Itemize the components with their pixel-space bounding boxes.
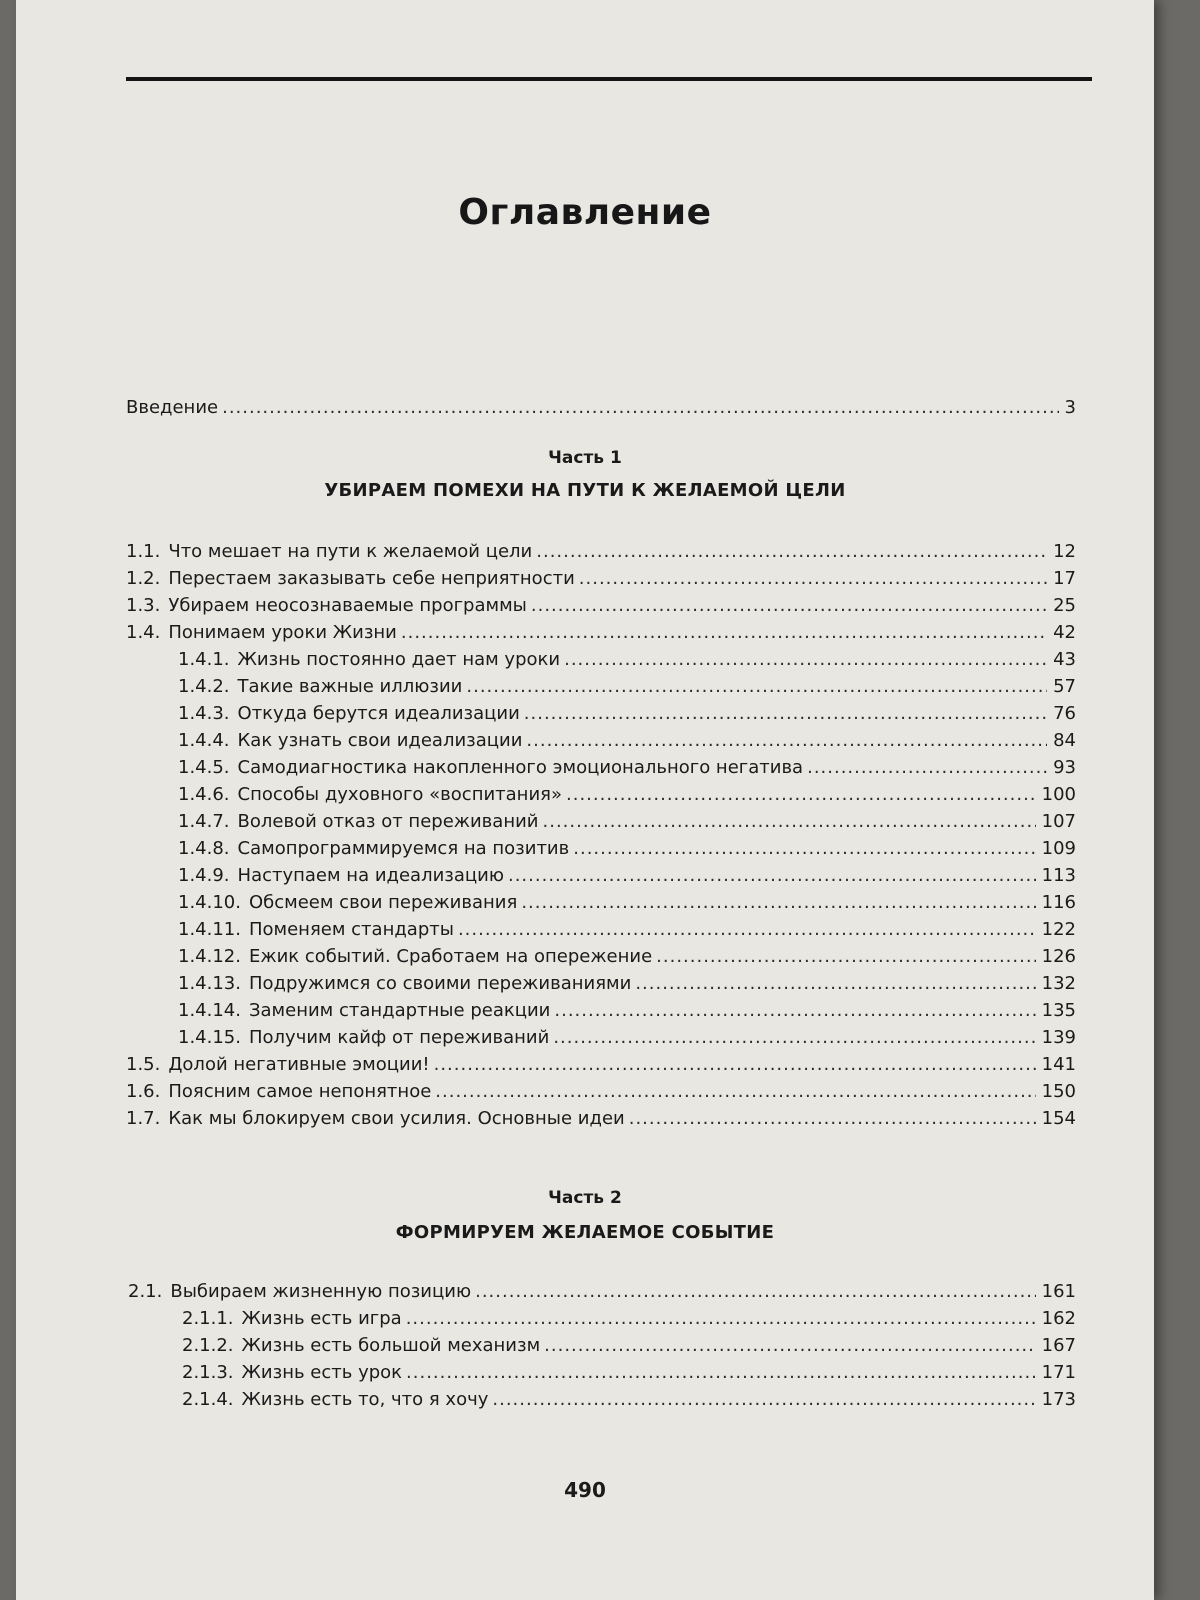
part-2-title: ФОРМИРУЕМ ЖЕЛАЕМОЕ СОБЫТИЕ (395, 1222, 775, 1243)
toc-leader-dots (579, 566, 1047, 592)
toc-entry-text: Жизнь есть урок (241, 1362, 403, 1383)
book-page (16, 0, 1154, 1600)
toc-entry-text: Поясним самое непонятное (168, 1081, 432, 1102)
toc-leader-dots (401, 620, 1047, 646)
toc-entry-text: Перестаем заказывать себе неприятности (168, 568, 575, 589)
toc-entry-page: 17 (1053, 568, 1076, 589)
toc-entry-number: 1.4.7. (178, 811, 230, 832)
toc-entry-page: 126 (1041, 946, 1076, 967)
toc-leader-dots (635, 971, 1035, 997)
toc-entry (182, 1306, 1076, 1332)
toc-leader-dots (406, 1360, 1036, 1386)
toc-entry-page: 141 (1041, 1054, 1076, 1075)
toc-entry (178, 836, 1076, 862)
toc-entry-number: 1.4.10. (178, 892, 241, 913)
toc-entry-text: Откуда берутся идеализации (237, 703, 520, 724)
toc-entry-number: 1.7. (126, 1108, 161, 1129)
toc-leader-dots (521, 890, 1035, 916)
toc-entry-page: 154 (1041, 1108, 1076, 1129)
toc-entry-number: 1.4.5. (178, 757, 230, 778)
toc-entry-number: 2.1. (128, 1281, 163, 1302)
toc-entry-number: 2.1.3. (182, 1362, 234, 1383)
toc-leader-dots (656, 944, 1035, 970)
toc-entry-text: Как узнать свои идеализации (237, 730, 523, 751)
toc-entry (126, 1106, 1076, 1132)
toc-leader-dots (524, 701, 1047, 727)
toc-leader-dots (543, 809, 1036, 835)
toc-entry-text: Ежик событий. Сработаем на опережение (248, 946, 653, 967)
toc-entry-page: 122 (1041, 919, 1076, 940)
toc-leader-dots (406, 1306, 1036, 1332)
toc-entry-number: 1.6. (126, 1081, 161, 1102)
toc-entry-text: Обсмеем свои переживания (248, 892, 518, 913)
toc-leader-dots (554, 998, 1035, 1024)
toc-entry-intro (126, 395, 1076, 421)
toc-leader-dots (553, 1025, 1035, 1051)
toc-entry (126, 620, 1076, 646)
toc-entry-text: Самодиагностика накопленного эмоционального негатива (237, 757, 804, 778)
page-number: 490 (564, 1478, 606, 1502)
toc-leader-dots (434, 1052, 1036, 1078)
toc-entry (126, 1079, 1076, 1105)
toc-leader-dots (573, 836, 1035, 862)
part-1-title: УБИРАЕМ ПОМЕХИ НА ПУТИ К ЖЕЛАЕМОЙ ЦЕЛИ (324, 480, 846, 501)
toc-leader-dots (435, 1079, 1035, 1105)
toc-entry-number: 2.1.2. (182, 1335, 234, 1356)
toc-leader-dots (526, 728, 1047, 754)
toc-entry-number: 2.1.1. (182, 1308, 234, 1329)
toc-entry-number: 1.4.11. (178, 919, 241, 940)
toc-entry-page: 139 (1041, 1027, 1076, 1048)
toc-entry (178, 863, 1076, 889)
toc-entry (178, 917, 1076, 943)
toc-entry-page: 42 (1053, 622, 1076, 643)
toc-entry (178, 998, 1076, 1024)
toc-entry-page: 12 (1053, 541, 1076, 562)
toc-entry-page: 116 (1041, 892, 1076, 913)
toc-leader-dots (566, 782, 1036, 808)
toc-entry-text: Убираем неосознаваемые программы (168, 595, 527, 616)
toc-entry-page: 132 (1041, 973, 1076, 994)
toc-leader-dots (564, 647, 1047, 673)
toc-entry-page: 171 (1041, 1362, 1076, 1383)
toc-entry-page: 57 (1053, 676, 1076, 697)
toc-leader-dots (222, 395, 1058, 421)
toc-entry-page: 161 (1041, 1281, 1076, 1302)
toc-entry (178, 782, 1076, 808)
toc-entry-text: Что мешает на пути к желаемой цели (168, 541, 533, 562)
toc-entry-text: Жизнь есть игра (241, 1308, 402, 1329)
toc-entry-page: 93 (1053, 757, 1076, 778)
toc-entry-number: 1.1. (126, 541, 161, 562)
toc-entry (178, 971, 1076, 997)
toc-entry (126, 593, 1076, 619)
toc-entry-number: 1.4.4. (178, 730, 230, 751)
toc-entry-text: Жизнь есть то, что я хочу (241, 1389, 489, 1410)
toc-entry-text: Волевой отказ от переживаний (237, 811, 539, 832)
toc-entry (126, 566, 1076, 592)
toc-entry-text: Выбираем жизненную позицию (170, 1281, 472, 1302)
header-rule (126, 77, 1092, 81)
toc-entry (178, 809, 1076, 835)
toc-entry-number: 1.4.1. (178, 649, 230, 670)
toc-leader-dots (475, 1279, 1036, 1305)
toc-entry (178, 755, 1076, 781)
toc-entry-text: Как мы блокируем свои усилия. Основные идеи (168, 1108, 625, 1129)
toc-entry-page: 43 (1053, 649, 1076, 670)
toc-entry-number: 1.4.12. (178, 946, 241, 967)
toc-entry-text: Такие важные иллюзии (237, 676, 463, 697)
toc-entry-text: Способы духовного «воспитания» (237, 784, 562, 805)
toc-entry-number: 1.4.15. (178, 1027, 241, 1048)
toc-entry-number: 2.1.4. (182, 1389, 234, 1410)
toc-entry (182, 1387, 1076, 1413)
toc-entry-page: 150 (1041, 1081, 1076, 1102)
toc-entry (178, 944, 1076, 970)
toc-entry (178, 1025, 1076, 1051)
toc-leader-dots (458, 917, 1036, 943)
toc-entry-page: 113 (1041, 865, 1076, 886)
toc-entry-number: 1.4.2. (178, 676, 230, 697)
toc-entry-page: 84 (1053, 730, 1076, 751)
toc-entry (178, 728, 1076, 754)
toc-entry (182, 1360, 1076, 1386)
toc-entry (126, 539, 1076, 565)
toc-entry-number: 1.4.3. (178, 703, 230, 724)
toc-entry-page: 76 (1053, 703, 1076, 724)
toc-entry-text: Жизнь постоянно дает нам уроки (237, 649, 561, 670)
toc-entry-page: 167 (1041, 1335, 1076, 1356)
toc-entry-text: Самопрограммируемся на позитив (237, 838, 570, 859)
toc-entry-number: 1.4.8. (178, 838, 230, 859)
toc-entry (178, 674, 1076, 700)
toc-leader-dots (536, 539, 1047, 565)
toc-entry-text: Наступаем на идеализацию (237, 865, 504, 886)
toc-leader-dots (544, 1333, 1035, 1359)
toc-entry-number: 1.4. (126, 622, 161, 643)
toc-entry (126, 1052, 1076, 1078)
toc-entry-number: 1.4.6. (178, 784, 230, 805)
toc-entry (182, 1333, 1076, 1359)
toc-entry-text: Понимаем уроки Жизни (168, 622, 397, 643)
toc-leader-dots (629, 1106, 1036, 1132)
toc-entry-page: 3 (1064, 397, 1076, 418)
toc-entry-text: Подружимся со своими переживаниями (248, 973, 632, 994)
toc-entry-text: Долой негативные эмоции! (168, 1054, 430, 1075)
toc-leader-dots (508, 863, 1036, 889)
toc-entry-page: 25 (1053, 595, 1076, 616)
toc-entry-number: 1.2. (126, 568, 161, 589)
toc-entry-number: 1.4.9. (178, 865, 230, 886)
toc-entry-text: Жизнь есть большой механизм (241, 1335, 541, 1356)
toc-entry-number: 1.5. (126, 1054, 161, 1075)
toc-entry-page: 107 (1041, 811, 1076, 832)
part-1-label: Часть 1 (548, 448, 622, 468)
toc-leader-dots (531, 593, 1047, 619)
toc-entry-number: 1.3. (126, 595, 161, 616)
toc-entry-text: Заменим стандартные реакции (248, 1000, 551, 1021)
part-2-label: Часть 2 (548, 1188, 622, 1208)
toc-leader-dots (807, 755, 1047, 781)
toc-entry-text: Поменяем стандарты (248, 919, 454, 940)
page-title: Оглавление (458, 192, 712, 233)
toc-entry (178, 890, 1076, 916)
toc-entry-number: 1.4.14. (178, 1000, 241, 1021)
toc-entry (178, 647, 1076, 673)
toc-leader-dots (466, 674, 1047, 700)
toc-entry-page: 100 (1041, 784, 1076, 805)
toc-entry-page: 162 (1041, 1308, 1076, 1329)
toc-entry-text: Получим кайф от переживаний (248, 1027, 550, 1048)
toc-entry-text: Введение (126, 397, 219, 418)
toc-entry (128, 1279, 1076, 1305)
toc-entry-page: 109 (1041, 838, 1076, 859)
toc-entry (178, 701, 1076, 727)
toc-entry-page: 135 (1041, 1000, 1076, 1021)
toc-entry-number: 1.4.13. (178, 973, 241, 994)
toc-entry-page: 173 (1041, 1389, 1076, 1410)
toc-leader-dots (492, 1387, 1035, 1413)
